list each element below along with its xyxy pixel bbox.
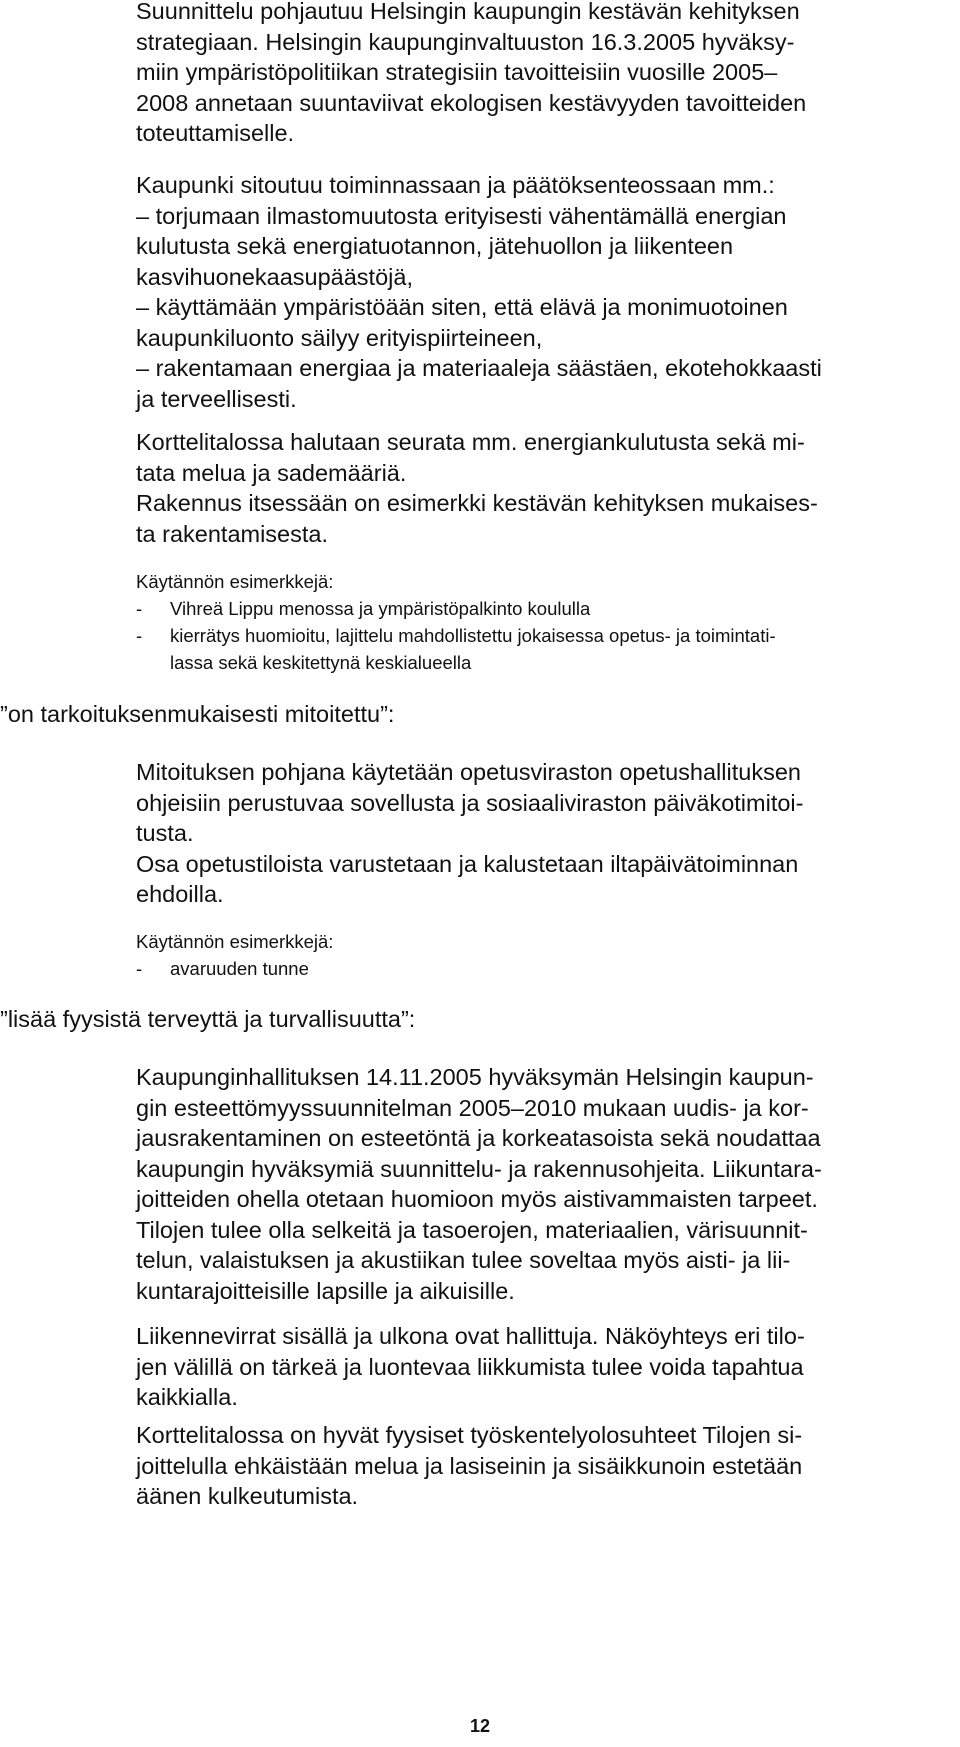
traffic-line: jen välillä on tärkeä ja luontevaa liikkumista tulee voida tapahtua (136, 1353, 804, 1380)
monitoring-line: Korttelitalossa halutaan seurata mm. energiankulutusta sekä mi- (136, 429, 805, 455)
commitments-line: ja terveellisesti. (136, 385, 297, 412)
section-heading: ”lisää fyysistä terveyttä ja turvallisuutta”: (0, 1006, 416, 1032)
commitments-line: – rakentamaan energiaa ja materiaaleja säästäen, ekotehokkaasti (136, 355, 822, 381)
intro-paragraph (136, 0, 806, 149)
list-item-text: kierrätys huomioitu, lajittelu mahdollistettu jokaisessa opetus- ja toimintati- (170, 625, 776, 646)
intro-line: strategiaan. Helsingin kaupunginvaltuuston 16.3.2005 hyväksy- (136, 28, 795, 55)
accessibility-line: kuntarajoitteisille lapsille ja aikuisille. (136, 1277, 515, 1304)
sizing-line: ohjeisiin perustuvaa sovellusta ja sosiaaliviraston päiväkotimitoi- (136, 789, 804, 816)
traffic-paragraph (136, 1321, 805, 1413)
accessibility-line: gin esteettömyyssuunnitelman 2005–2010 mukaan uudis- ja kor- (136, 1094, 809, 1121)
examples-heading: Käytännön esimerkkejä: (136, 931, 334, 952)
working-conditions-line: Korttelitalossa on hyvät fyysiset työskentelyolosuhteet Tilojen si- (136, 1422, 803, 1448)
commitments-paragraph (136, 170, 822, 414)
commitments-line: – käyttämään ympäristöään siten, että elävä ja monimuotoinen (136, 294, 788, 320)
list-dash: - (136, 958, 143, 979)
examples-heading: Käytännön esimerkkejä: (136, 571, 334, 592)
accessibility-line: telun, valaistuksen ja akustiikan tulee soveltaa myös aisti- ja lii- (136, 1247, 791, 1273)
commitments-line: kasvihuonekaasupäästöjä, (136, 263, 413, 290)
accessibility-line: jausrakentaminen on esteetöntä ja korkeatasoista sekä noudattaa (136, 1125, 821, 1151)
intro-line: 2008 annetaan suuntaviivat ekologisen kestävyyden tavoitteiden (136, 89, 807, 116)
monitoring-paragraph (136, 427, 818, 549)
monitoring-line: ta rakentamisesta. (136, 520, 329, 547)
list-item-text: lassa sekä keskitettynä keskialueella (170, 652, 472, 673)
working-conditions-paragraph (136, 1420, 802, 1512)
accessibility-line: Kaupunginhallituksen 14.11.2005 hyväksymän Helsingin kaupun- (136, 1064, 814, 1090)
accessibility-line: Tilojen tulee olla selkeitä ja tasoerojen, materiaalien, värisuunnit- (136, 1216, 808, 1243)
commitments-line: kulutusta sekä energiatuotannon, jätehuollon ja liikenteen (136, 233, 734, 259)
working-conditions-line: joittelulla ehkäistään melua ja lasiseinin ja sisäikkunoin estetään (136, 1452, 803, 1479)
traffic-line: Liikennevirrat sisällä ja ulkona ovat hallittuja. Näköyhteys eri tilo- (136, 1323, 805, 1349)
intro-line: miin ympäristöpolitiikan strategisiin tavoitteisiin vuosille 2005– (136, 59, 778, 85)
accessibility-line: joitteiden ohella otetaan huomioon myös aistivammaisten tarpeet. (136, 1186, 818, 1212)
traffic-line: kaikkialla. (136, 1384, 238, 1410)
intro-line: toteuttamiselle. (136, 120, 295, 146)
commitments-line: – torjumaan ilmastomuutosta erityisesti vähentämällä energian (136, 202, 787, 229)
sizing-line: tusta. (136, 820, 194, 846)
commitments-line: Kaupunki sitoutuu toiminnassaan ja päätöksenteossaan mm.: (136, 172, 775, 198)
list-item-text: avaruuden tunne (170, 958, 309, 979)
monitoring-line: Rakennus itsessään on esimerkki kestävän kehityksen mukaises- (136, 490, 818, 516)
accessibility-paragraph (136, 1062, 822, 1306)
sizing-paragraph (136, 757, 803, 910)
working-conditions-line: äänen kulkeutumista. (136, 1483, 359, 1509)
list-dash: - (136, 625, 143, 646)
accessibility-line: kaupungin hyväksymiä suunnittelu- ja rakennusohjeita. Liikuntara- (136, 1155, 822, 1182)
sizing-line: Mitoituksen pohjana käytetään opetusviraston opetushallituksen (136, 759, 801, 785)
page-number: 12 (469, 1716, 491, 1736)
sizing-line: Osa opetustiloista varustetaan ja kalustetaan iltapäivätoiminnan (136, 850, 799, 877)
intro-line: Suunnittelu pohjautuu Helsingin kaupungin kestävän kehityksen (136, 0, 800, 24)
commitments-line: kaupunkiluonto säilyy erityispiirteineen, (136, 324, 543, 351)
list-item-text: Vihreä Lippu menossa ja ympäristöpalkinto koululla (170, 598, 591, 619)
list-dash: - (136, 598, 143, 619)
section-heading: ”on tarkoituksenmukaisesti mitoitettu”: (0, 701, 395, 727)
sizing-line: ehdoilla. (136, 881, 224, 907)
monitoring-line: tata melua ja sademääriä. (136, 459, 407, 486)
